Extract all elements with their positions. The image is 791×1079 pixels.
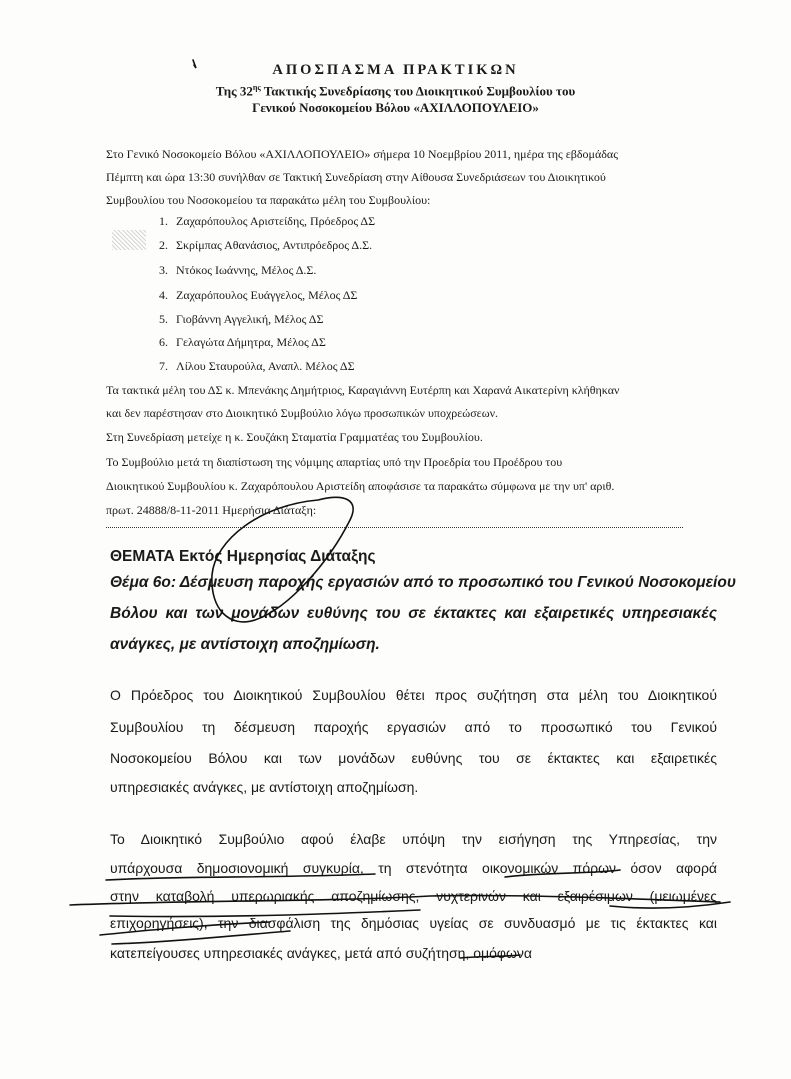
document-subtitle-line1: Της $32^{\eta\varsigma}$ Τακτικής Συνεδρίασης του Διοικητικού Συμβουλίου του [215, 83, 576, 99]
paragraph-line: Συμβουλίου τη δέσμευση παροχής εργασιών από το προσωπικό του Γενικού [110, 719, 717, 735]
member-name: Γιοβάννη Αγγελική, Μέλος ΔΣ [176, 312, 324, 326]
intro-line: Συμβουλίου του Νοσοκομείου τα παρακάτω μέλη του Συμβουλίου: [106, 193, 431, 207]
paragraph-line: κατεπείγουσες υπηρεσιακές ανάγκες, μετά από συζήτηση, ομόφωνα [110, 945, 532, 961]
member-number: 5. [159, 312, 168, 326]
member-number: 6. [159, 335, 168, 349]
intro-line: Πέμπτη και ώρα 13:30 συνήλθαν σε Τακτική Συνεδρίαση στην Αίθουσα Συνεδριάσεων του Διοικητικού [106, 170, 606, 184]
paragraph-line: υπηρεσιακές ανάγκες, με αντίστοιχη αποζημίωση. [110, 779, 419, 795]
member-name: Ζαχαρόπουλος Ευάγγελος, Μέλος ΔΣ [176, 288, 358, 302]
absent-line: Τα τακτικά μέλη του ΔΣ κ. Μπενάκης Δημήτριος, Καραγιάννη Ευτέρπη και Χαρανά Αικατερίνη κλήθηκαν [106, 383, 620, 397]
member-name: Λίλου Σταυρούλα, Αναπλ. Μέλος ΔΣ [176, 359, 355, 373]
member-name: Σκρίμπας Αθανάσιος, Αντιπρόεδρος Δ.Σ. [176, 238, 373, 252]
member-number: 1. [159, 214, 168, 228]
quorum-line: πρωτ. 24888/8-11-2011 Ημερήσια Διάταξη: [106, 503, 317, 517]
dotted-separator [106, 527, 683, 528]
topic-line: ανάγκες, με αντίστοιχη αποζημίωση. [110, 636, 380, 653]
topic-line: Βόλου και των μονάδων ευθύνης του σε έκτακτες και εξαιρετικές υπηρεσιακές [110, 605, 717, 622]
topic-line: Θέμα 6ο: Δέσμευση παροχής εργασιών από το προσωπικό του Γενικού Νοσοκομείου [110, 574, 736, 591]
intro-line: Στο Γενικό Νοσοκομείο Βόλου «ΑΧΙΛΛΟΠΟΥΛΕΙΟ» σήμερα 10 Νοεμβρίου 2011, ημέρα της εβδομάδας [106, 147, 618, 161]
member-number: 4. [159, 288, 168, 302]
paragraph-line: Το Διοικητικό Συμβούλιο αφού έλαβε υπόψη την εισήγηση της Υπηρεσίας, την [110, 831, 717, 847]
member-number: 3. [159, 263, 168, 277]
quorum-line: Το Συμβούλιο μετά τη διαπίστωση της νόμιμης απαρτίας υπό την Προεδρία του Προέδρου του [106, 455, 563, 469]
paragraph-line: υπάρχουσα δημοσιονομική συγκυρία, τη στενότητα οικονομικών πόρων όσον αφορά [110, 860, 717, 876]
paragraph-line: Νοσοκομείου Βόλου και των μονάδων ευθύνης του σε έκτακτες και εξαιρετικές [110, 750, 717, 766]
paragraph-line: στην καταβολή υπερωριακής αποζημίωσης, νυχτερινών και εξαιρέσιμων (μειωμένες [110, 888, 717, 904]
paragraph-line: Ο Πρόεδρος του Διοικητικού Συμβουλίου θέτει προς συζήτηση στα μέλη του Διοικητικού [110, 687, 717, 703]
member-number: 2. [159, 238, 168, 252]
document-subtitle-line2: Γενικού Νοσοκομείου Βόλου «ΑΧΙΛΛΟΠΟΥΛΕΙΟ» [252, 100, 539, 115]
pen-strike-mark [112, 931, 290, 944]
faded-stamp-mark [112, 230, 146, 250]
member-number: 7. [159, 359, 168, 373]
member-name: Γελαγώτα Δήμητρα, Μέλος ΔΣ [176, 335, 326, 349]
member-name: Ζαχαρόπουλος Αριστείδης, Πρόεδρος ΔΣ [176, 214, 376, 228]
paragraph-line: επιχορηγήσεις), την διασφάλιση της δημόσιας υγείας σε συνδυασμό με τις έκτακτες και [110, 915, 717, 931]
section-heading: ΘΕΜΑΤΑ Εκτός Ημερησίας Διάταξης [110, 548, 376, 565]
member-name: Ντόκος Ιωάννης, Μέλος Δ.Σ. [176, 263, 317, 277]
document-title: ΑΠΟΣΠΑΣΜΑ ΠΡΑΚΤΙΚΩΝ [272, 62, 519, 78]
absent-line: και δεν παρέστησαν στο Διοικητικό Συμβούλιο λόγω προσωπικών υποχρεώσεων. [106, 406, 499, 420]
secretary-line: Στη Συνεδρίαση μετείχε η κ. Σουζάκη Σταματία Γραμματέας του Συμβουλίου. [106, 430, 483, 444]
quorum-line: Διοικητικού Συμβουλίου κ. Ζαχαρόπουλου Αριστείδη αποφάσισε τα παρακάτω σύμφωνα με την υπ' αριθ. [106, 479, 615, 493]
